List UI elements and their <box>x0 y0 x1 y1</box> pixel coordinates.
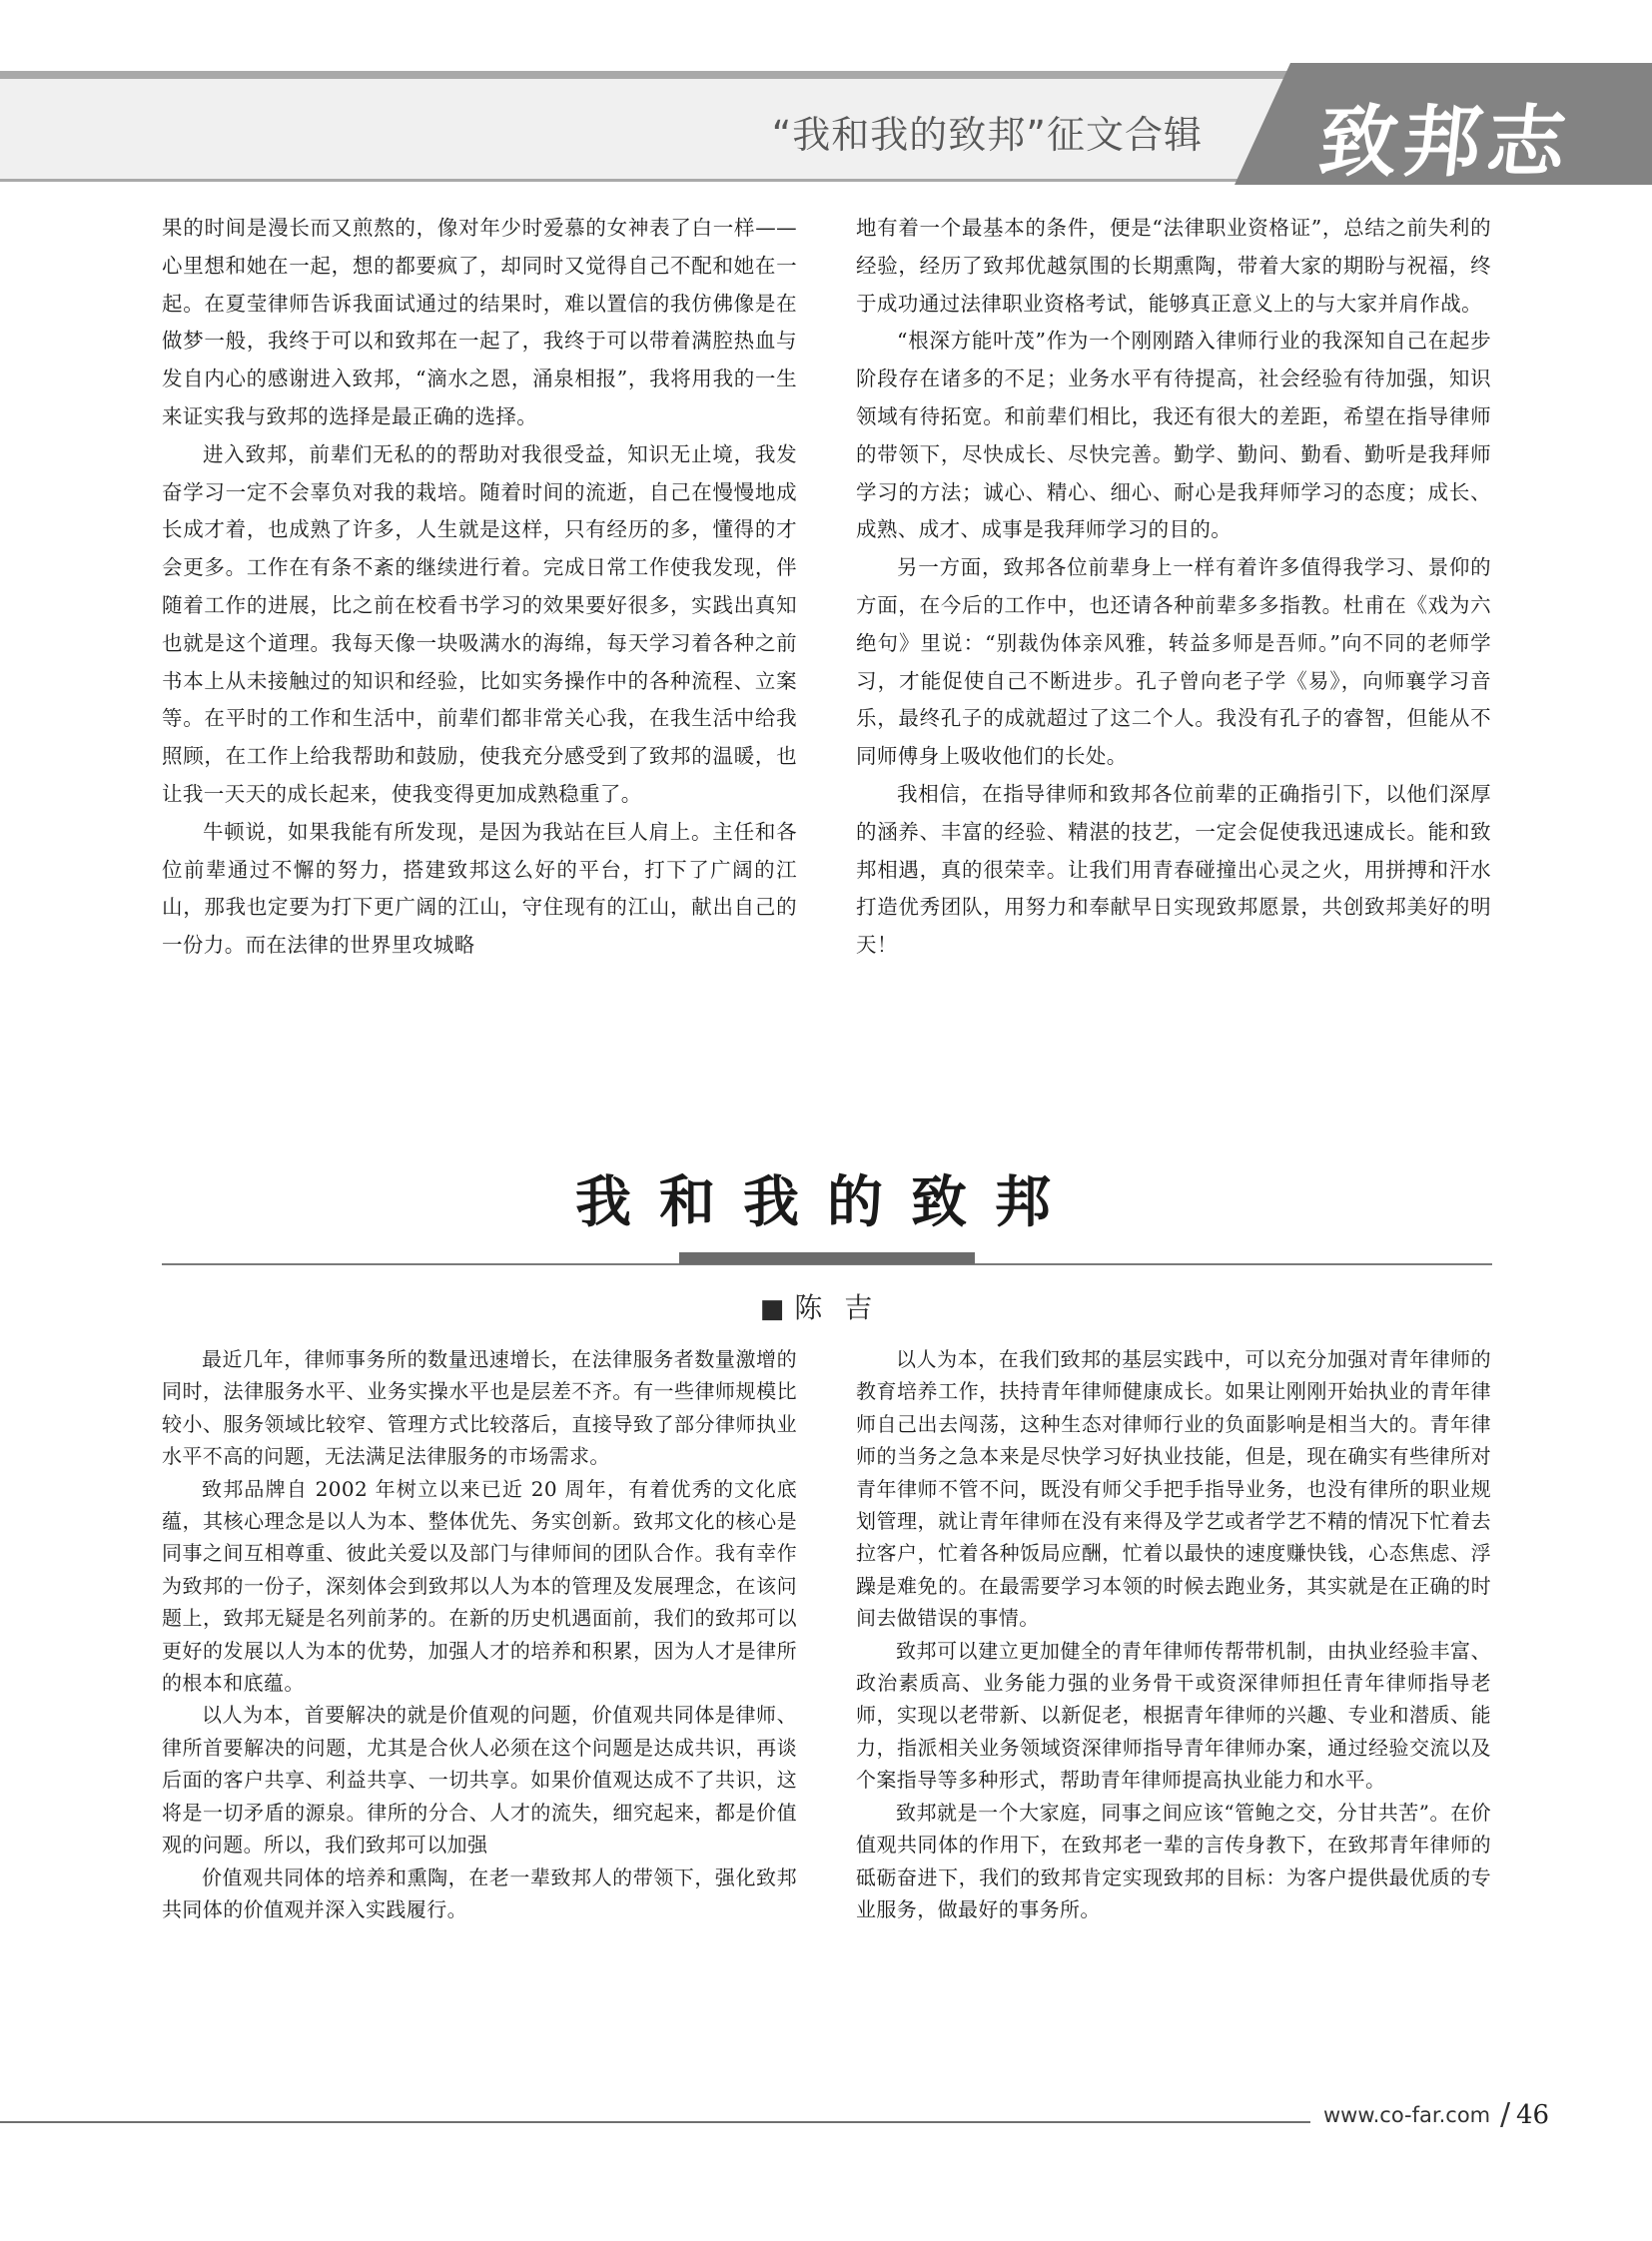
paragraph: 以人为本，在我们致邦的基层实践中，可以充分加强对青年律师的教育培养工作，扶持青年律师健康成长。如果让刚刚开始执业的青年律师自己出去闯荡，这种生态对律师行业的负面影响是相当大的。青年律师的当务之急本来是尽快学习好执业技能，但是，现在确实有些律所对青年律师不管不问，既没有师父手把手指导业务，也没有律所的职业规划管理，就让青年律师在没有来得及学艺或者学艺不精的情况下忙着去拉客户，忙着各种饭局应酬，忙着以最快的速度赚快钱，心态焦虑、浮躁是难免的。在最需要学习本领的时候去跑业务，其实就是在正确的时间去做错误的事情。 <box>856 1347 1491 1631</box>
paragraph: 以人为本，首要解决的就是价值观的问题，价值观共同体是律师、律所首要解决的问题，尤其是合伙人必须在这个问题是达成共识，再谈后面的客户共享、利益共享、一切共享。如果价值观达成不了共识，这将是一切矛盾的源泉。律所的分合、人才的流失，细究起来，都是价值观的问题。所以，我们致邦可以加强 <box>162 1703 797 1858</box>
paragraph: “根深方能叶茂”作为一个刚刚踏入律师行业的我深知自己在起步阶段存在诸多的不足；业务水平有待提高，社会经验有待加强，知识领域有待拓宽。和前辈们相比，我还有很大的差距，希望在指导律师的带领下，尽快成长、尽快完善。勤学、勤问、勤看、勤听是我拜师学习的方法；诚心、精心、细心、耐心是我拜师学习的态度；成长、成熟、成才、成事是我拜师学习的目的。 <box>856 329 1491 542</box>
footer-website: www.co-far.com <box>1323 2103 1491 2127</box>
paragraph: 最近几年，律师事务所的数量迅速增长，在法律服务者数量激增的同时，法律服务水平、业务实操水平也是层差不齐。有一些律师规模比较小、服务领域比较窄、管理方式比较落后，直接导致了部分律师执业水平不高的问题，无法满足法律服务的市场需求。 <box>162 1347 797 1469</box>
article-title: 我和我的致邦 <box>575 1170 1079 1235</box>
paragraph: 致邦可以建立更加健全的青年律师传帮带机制，由执业经验丰富、政治素质高、业务能力强的业务骨干或资深律师担任青年律师指导老师，实现以老带新、以新促老，根据青年律师的兴趣、专业和潜质、能力，指派相关业务领域资深律师指导青年律师办案，通过经验交流以及个案指导等多种形式，帮助青年律师提高执业能力和水平。 <box>856 1638 1491 1793</box>
byline <box>162 1286 1492 1326</box>
footer-rule <box>0 2121 1310 2123</box>
paragraph: 果的时间是漫长而又煎熬的，像对年少时爱慕的女神表了白一样——心里想和她在一起，想的都要疯了，却同时又觉得自己不配和她在一起。在夏莹律师告诉我面试通过的结果时，难以置信的我仿佛像是在做梦一般，我终于可以和致邦在一起了，我终于可以带着满腔热血与发自内心的感谢进入致邦，“滴水之恩，涌泉相报”，我将用我的一生来证实我与致邦的选择是最正确的选择。 <box>162 216 797 428</box>
article-left-column <box>162 1343 797 1925</box>
paragraph: 进入致邦，前辈们无私的的帮助对我很受益，知识无止境，我发奋学习一定不会辜负对我的栽培。随着时间的流逝，自己在慢慢地成长成才着，也成熟了许多，人生就是这样，只有经历的多，懂得的才会更多。工作在有条不紊的继续进行着。完成日常工作使我发现，伴随着工作的进展，比之前在校看书学习的效果要好很多，实践出真知也就是这个道理。我每天像一块吸满水的海绵，每天学习着各种之前书本上从未接触过的知识和经验，比如实务操作中的各种流程、立案等。在平时的工作和生活中，前辈们都非常关心我，在我生活中给我照顾，在工作上给我帮助和鼓励，使我充分感受到了致邦的温暖，也让我一天天的成长起来，使我变得更加成熟稳重了。 <box>162 441 797 806</box>
author-name: 陈吉 <box>794 1291 895 1324</box>
article-right-column <box>856 1343 1491 1925</box>
title-divider-accent <box>679 1252 975 1264</box>
paragraph: 另一方面，致邦各位前辈身上一样有着许多值得我学习、景仰的方面，在今后的工作中，也还请各种前辈多多指教。杜甫在《戏为六绝句》里说：“别裁伪体亲风雅，转益多师是吾师。”向不同的老师学习，才能促使自己不断进步。孔子曾向老子学《易》，向师襄学习音乐，最终孔子的成就超过了这二个人。我没有孔子的睿智，但能从不同师傅身上吸收他们的长处。 <box>856 555 1491 769</box>
paragraph: 致邦就是一个大家庭，同事之间应该“管鲍之交，分甘共苦”。在价值观共同体的作用下，在致邦老一辈的言传身教下，在致邦青年律师的砥砺奋进下，我们的致邦肯定实现致邦的目标：为客户提供最优质的专业服务，做最好的事务所。 <box>856 1800 1491 1921</box>
paragraph: 致邦品牌自 2002 年树立以来已近 20 周年，有着优秀的文化底蕴，其核心理念是以人为本、整体优先、务实创新。致邦文化的核心是同事之间互相尊重、彼此关爱以及部门与律师间的团队合作。我有幸作为致邦的一份子，深刻体会到致邦以人为本的管理及发展理念，在该问题上，致邦无疑是名列前茅的。在新的历史机遇面前，我们的致邦可以更好的发展以人为本的优势，加强人才的培养和积累，因为人才是律所的根本和底蕴。 <box>162 1476 797 1696</box>
magazine-logo: 致邦志 <box>1314 97 1577 188</box>
prev-article-left-column <box>162 210 797 965</box>
page-number: 46 <box>1516 2100 1550 2130</box>
paragraph: 我相信，在指导律师和致邦各位前辈的正确指引下，以他们深厚的涵养、丰富的经验、精湛的技艺，一定会促使我迅速成长。能和致邦相遇，真的很荣幸。让我们用青春碰撞出心灵之火，用拼搏和汗水打造优秀团队，用努力和奉献早日实现致邦愿景，共创致邦美好的明天！ <box>856 781 1491 958</box>
paragraph: 地有着一个最基本的条件，便是“法律职业资格证”，总结之前失利的经验，经历了致邦优越氛围的长期熏陶，带着大家的期盼与祝福，终于成功通过法律职业资格考试，能够真正意义上的与大家并肩作战。 <box>856 216 1491 316</box>
paragraph: 牛顿说，如果我能有所发现，是因为我站在巨人肩上。主任和各位前辈通过不懈的努力，搭建致邦这么好的平台，打下了广阔的江山，那我也定要为打下更广阔的江山，守住现有的江山，献出自己的一份力。而在法律的世界里攻城略 <box>162 819 797 958</box>
paragraph: 价值观共同体的培养和熏陶，在老一辈致邦人的带领下，强化致邦共同体的价值观并深入实践履行。 <box>162 1865 797 1921</box>
section-title: “我和我的致邦”征文合辑 <box>771 113 1203 157</box>
byline-marker: ■ <box>759 1294 787 1324</box>
prev-article-right-column <box>856 210 1491 965</box>
footer-separator: / <box>1500 2097 1511 2132</box>
